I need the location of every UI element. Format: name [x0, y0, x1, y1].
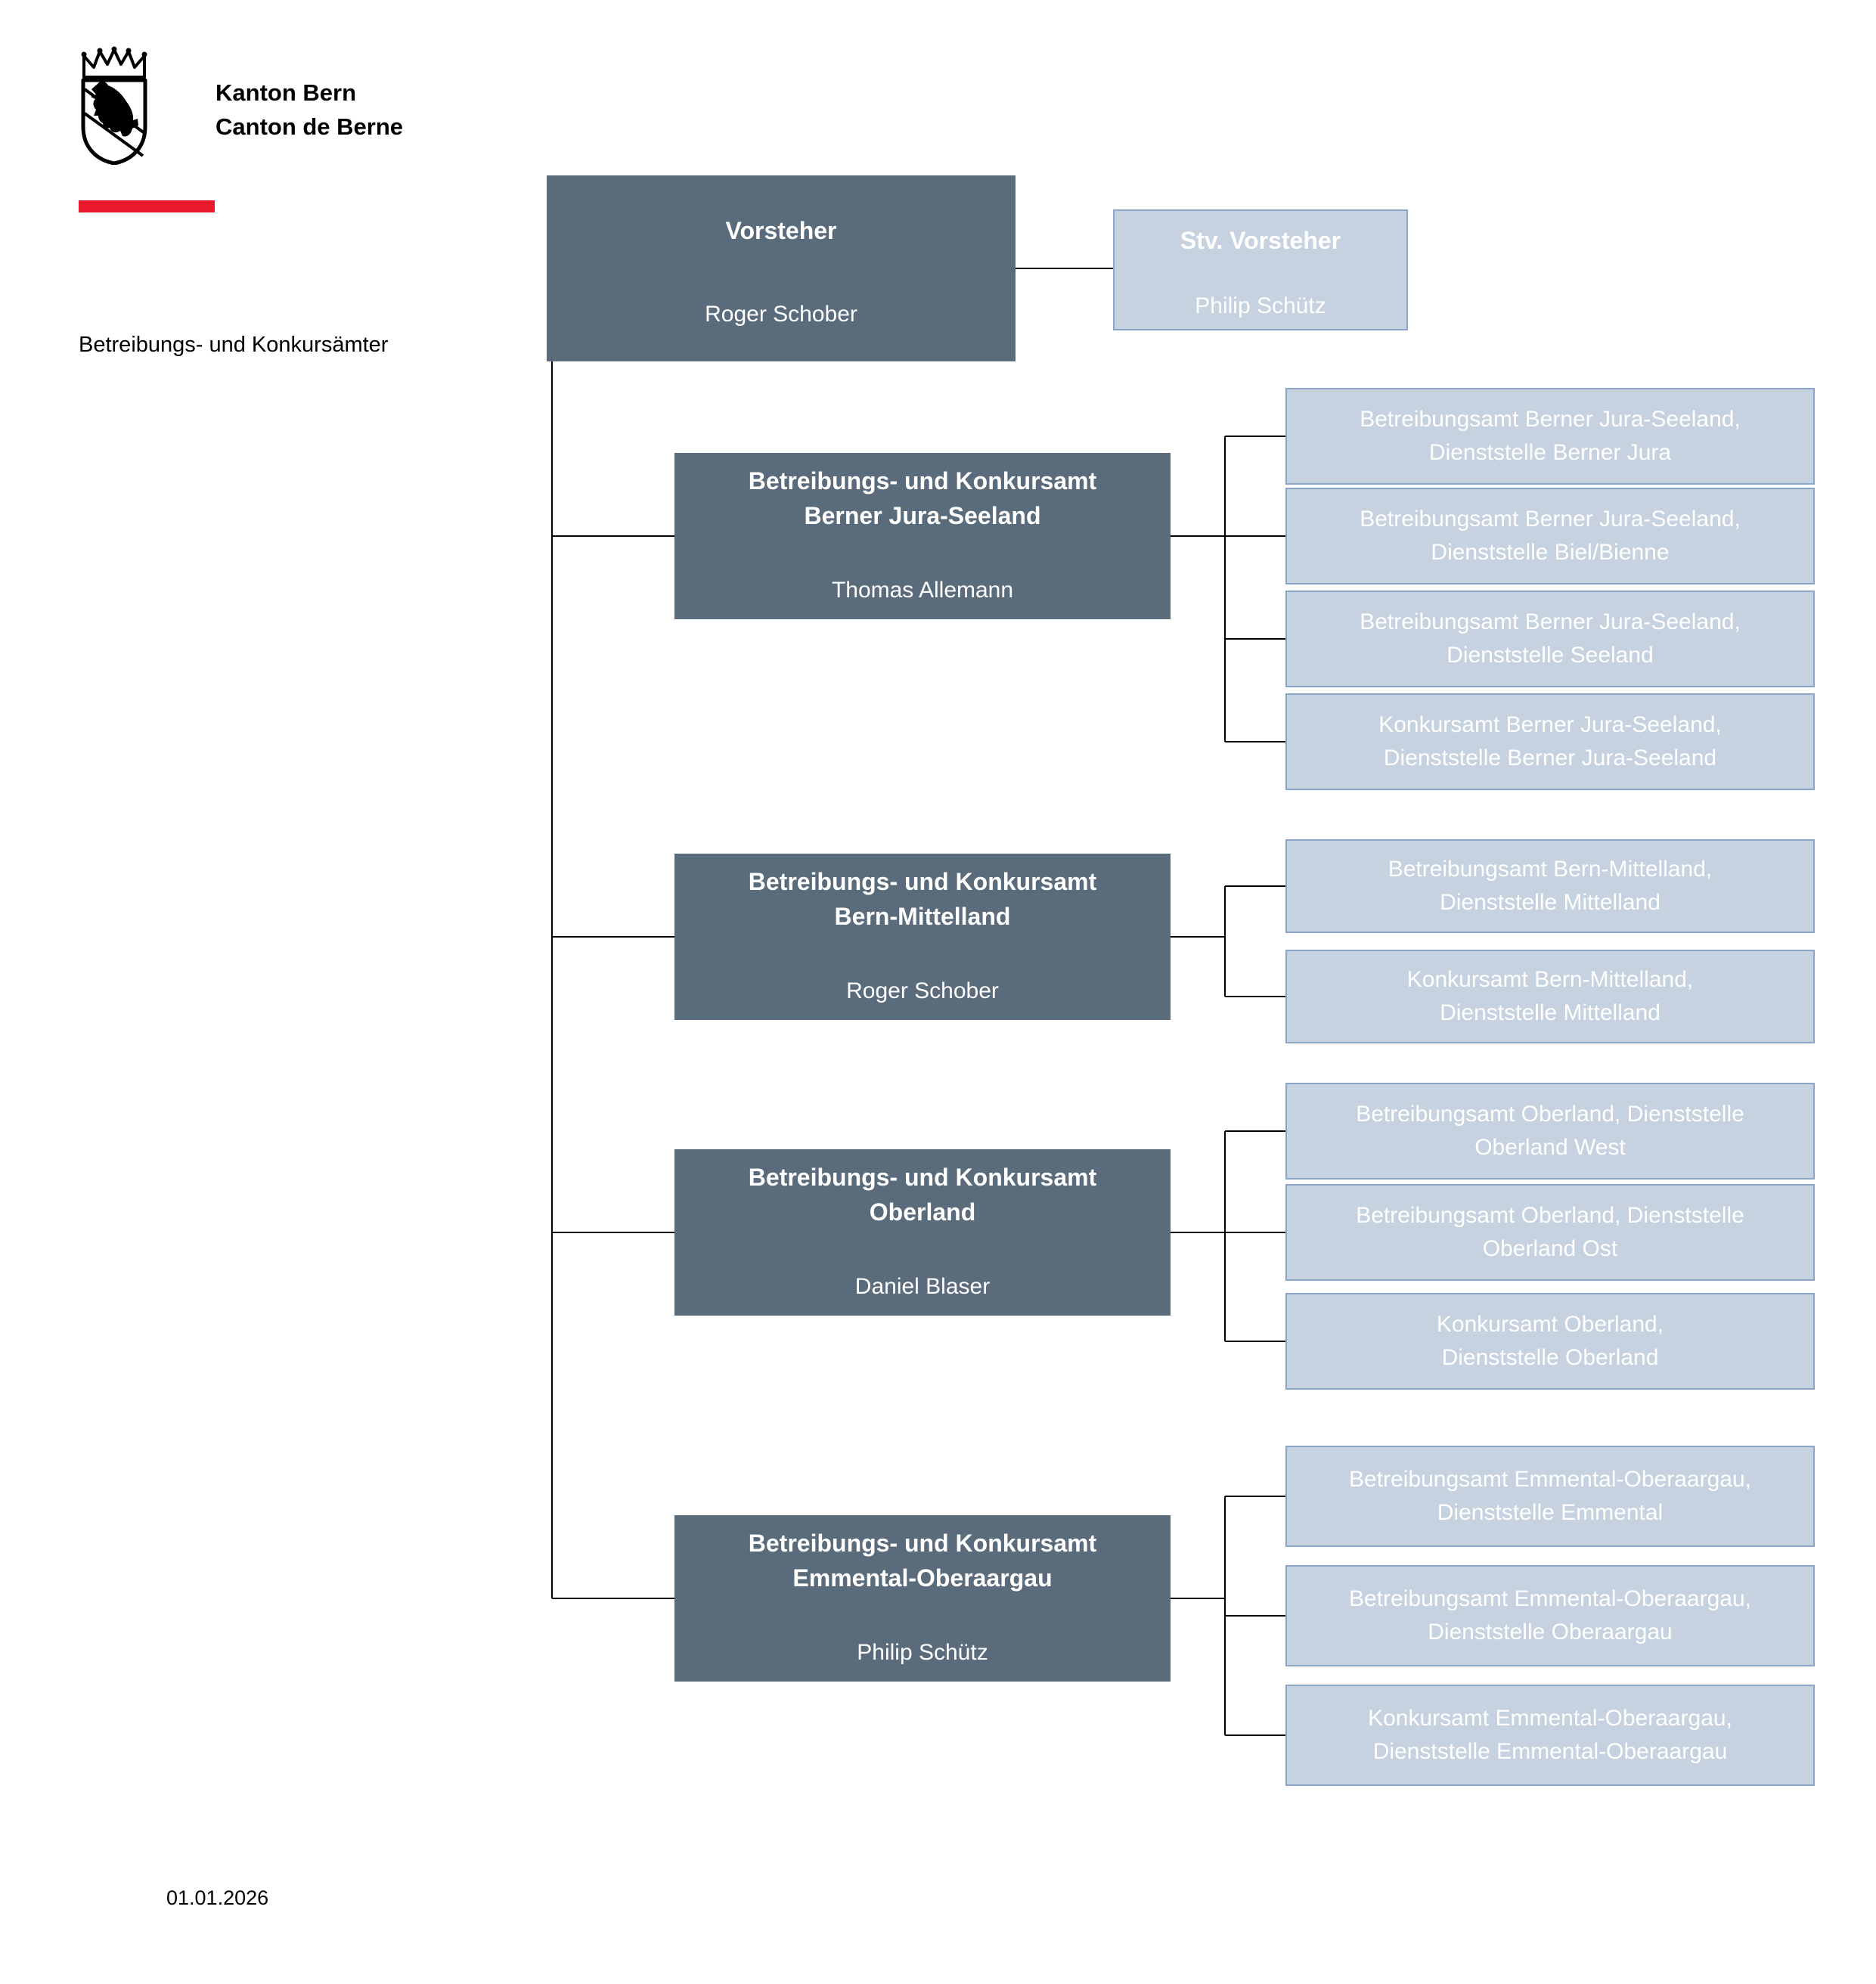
deputy-title: Stv. Vorsteher [1180, 227, 1341, 254]
office-box: Konkursamt Emmental-Oberaargau, Dienststelle Emmental-Oberaargau [1285, 1685, 1815, 1786]
head-box-vorsteher [547, 175, 1016, 361]
office-box: Betreibungsamt Emmental-Oberaargau, Dienststelle Emmental [1285, 1446, 1815, 1547]
office-box: Konkursamt Berner Jura-Seeland, Dienststelle Berner Jura-Seeland [1285, 693, 1815, 790]
page-subtitle: Betreibungs- und Konkursämter [79, 333, 389, 357]
office-box: Betreibungsamt Bern-Mittelland, Dienststelle Mittelland [1285, 839, 1815, 933]
footer-date: 01.01.2026 [166, 1886, 269, 1909]
group-box-bern-mittelland [674, 854, 1171, 1020]
group-leader-name: Thomas Allemann [831, 578, 1014, 603]
group-box-berner-jura-seeland [674, 453, 1171, 619]
group-leader-name: Daniel Blaser [854, 1274, 991, 1299]
office-box: Betreibungsamt Berner Jura-Seeland, Dienststelle Biel/Bienne [1285, 488, 1815, 584]
red-accent-bar [79, 200, 215, 212]
group-box-oberland [674, 1149, 1171, 1316]
crown [82, 47, 147, 78]
group-title: Betreibungs- und Konkursamt Oberland [748, 1164, 1097, 1226]
group-title: Betreibungs- und Konkursamt Bern-Mittelland [748, 868, 1097, 930]
office-box: Betreibungsamt Oberland, Dienststelle Oberland West [1285, 1083, 1815, 1180]
office-box: Betreibungsamt Berner Jura-Seeland, Dienststelle Seeland [1285, 591, 1815, 687]
brand-title [216, 76, 403, 144]
group-box-emmental-oberaargau [674, 1515, 1171, 1682]
office-box: Konkursamt Bern-Mittelland, Dienststelle Mittelland [1285, 950, 1815, 1043]
head-title: Vorsteher [725, 217, 837, 244]
office-box: Betreibungsamt Berner Jura-Seeland, Dienststelle Berner Jura [1285, 388, 1815, 485]
deputy-name: Philip Schütz [1195, 293, 1326, 318]
office-box: Betreibungsamt Emmental-Oberaargau, Dienststelle Oberaargau [1285, 1565, 1815, 1666]
group-leader-name: Philip Schütz [857, 1640, 988, 1665]
group-title: Betreibungs- und Konkursamt Emmental-Oberaargau [748, 1530, 1097, 1592]
group-leader-name: Roger Schober [846, 978, 999, 1003]
kanton-bern-logo-icon [78, 44, 150, 165]
brand-line-1: Kanton Bern [216, 79, 356, 106]
deputy-box-stv-vorsteher [1113, 209, 1408, 330]
head-name: Roger Schober [705, 302, 857, 327]
group-title: Betreibungs- und Konkursamt Berner Jura-Seeland [748, 467, 1097, 529]
office-box: Betreibungsamt Oberland, Dienststelle Oberland Ost [1285, 1184, 1815, 1281]
office-box: Konkursamt Oberland, Dienststelle Oberland [1285, 1293, 1815, 1390]
brand-line-2: Canton de Berne [216, 113, 404, 140]
